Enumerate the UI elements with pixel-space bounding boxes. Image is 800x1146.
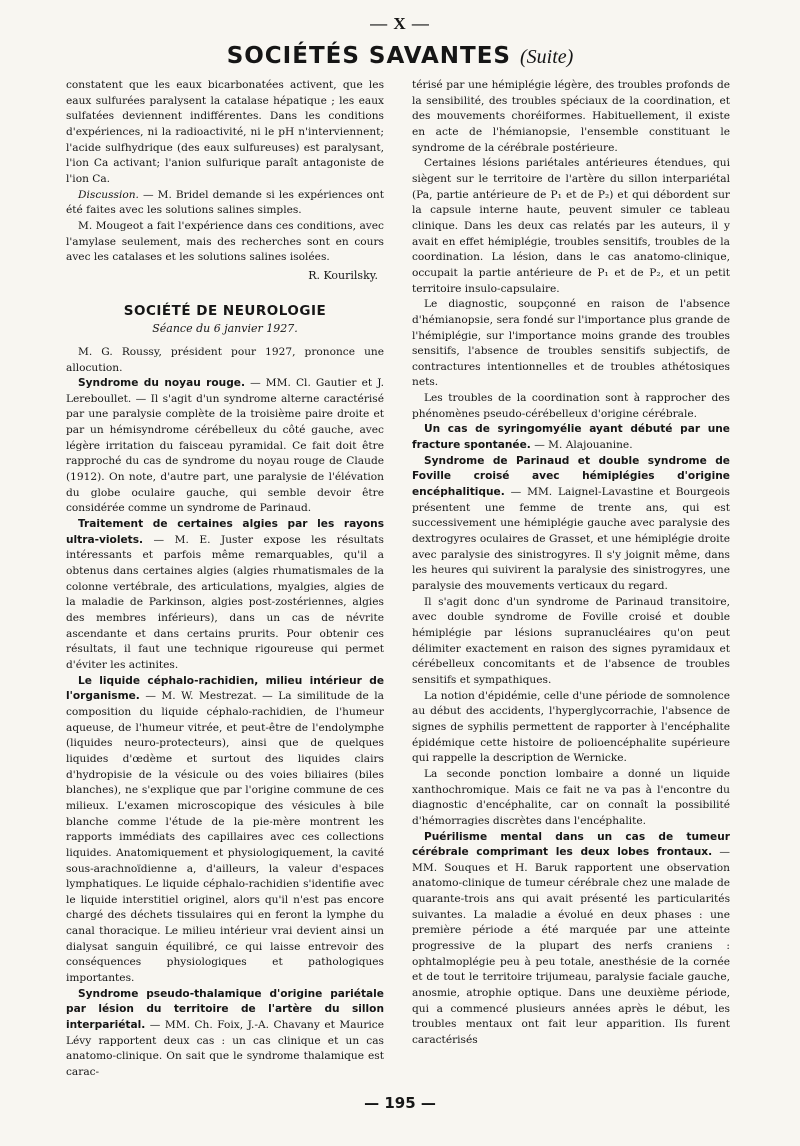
discussion-paragraph bbox=[66, 188, 384, 219]
communication bbox=[66, 376, 384, 517]
paragraph: M. Mougeot a fait l'expérience dans ces conditions, avec l'amylase seulement, mais des recherches sont en cours avec les catalases et les solutions salines isolées. bbox=[66, 219, 384, 264]
paragraph: Le diagnostic, soupçonné en raison de l'absence d'hémianopsie, sera fondé sur l'importance plus grande de l'hémiplégie, sur l'importance moins grande des troubles sensitifs, l'absence de troubles sensitifs subjectifs, de contractures intentionnelles et de troubles athétosiques nets. bbox=[412, 298, 730, 389]
paragraph: M. G. Roussy, président pour 1927, prononce une allocution. bbox=[66, 345, 384, 374]
communication-title: Le liquide céphalo-rachidien, milieu intérieur de l'organisme. bbox=[66, 674, 384, 703]
paragraph: térisé par une hémiplégie légère, des troubles profonds de la sensibilité, des troubles spéciaux de la coordination, et des mouvements choréiformes. Habituellement, il existe en acte de l'hémianopsie, l'ensemble constituant le syndrome de la cérébrale postérieure. bbox=[412, 79, 730, 154]
paragraph: Il s'agit donc d'un syndrome de Parinaud transitoire, avec double syndrome de Foville croisé et double hémiplégie par lésions supranucléaires qu'on peut délimiter exactement en raison des signes pyramidaux et cérébelleux concomitants et de l'absence de troubles sensitifs et sympathiques. bbox=[412, 595, 730, 686]
communication bbox=[412, 422, 730, 453]
page-number: — 195 — bbox=[364, 1094, 436, 1112]
communication-title: Syndrome pseudo-thalamique d'origine pariétale par lésion du territoire de l'artère du sillon interpariétal. bbox=[66, 987, 384, 1032]
section-heading: SOCIÉTÉ DE NEUROLOGIE bbox=[123, 302, 327, 319]
page-title bbox=[0, 42, 800, 71]
communication-text: — MM. Souques et H. Baruk rapportent une observation anatomo-clinique de tumeur cérébrale chez une malade de quarante-trois ans qui avait présenté les particularités suivantes. La maladie a évolué en deux phases : une première période a été marquée par une atteinte progressive de la plupart des nerfs craniens : ophtalmoplégie peu à peu totale, anesthésie de la cornée et de tout le territoire trijumeau, paralysie faciale gauche, anosmie, atrophie optique. Dans une deuxième période, qui a commencé plusieurs années après le début, les troubles mentaux ont fait leur apparition. Ils furent caractérisés bbox=[412, 846, 730, 1047]
communication bbox=[412, 454, 730, 595]
communication bbox=[412, 830, 730, 1049]
communication-text: — M. W. Mestrezat. — La similitude de la composition du liquide céphalo-rachidien, de l'humeur aqueuse, de l'humeur vitrée, et peut-être de l'endolymphe (liquides neuro-protecteurs), ainsi que de quelques liquides d'œdème et surtout des liquides clairs d'hydropisie de la vésicule ou des voies biliaires (biles blanches), ne s'explique que par l'origine commune de ces milieux. L'examen microscopique des vésicules à bile blanche comme l'étude de la pie-mère montrent les rapports immédiats des capillaires avec ces collections liquides. Anatomiquement et physiologiquement, la cavité sous-arachnoïdienne a, d'ailleurs, la valeur d'espaces lymphatiques. Le liquide céphalo-rachidien s'identifie avec le liquide interstitiel originel, alors qu'il n'est pas encore chargé des déchets tissulaires qui en feront la lymphe du canal thoracique. Le milieu intérieur vrai devient ainsi un dialysat sanguin équilibré, ce qui laisse entrevoir des conséquences physiologiques et pathologiques importantes. bbox=[66, 690, 384, 985]
paragraph: Certaines lésions pariétales antérieures étendues, qui siègent sur le territoire de l'artère du sillon interpariétal (Pa, partie antérieure de P₁ et de P₂) et qui débordent sur la capsule interne haute, peuvent simuler ce tableau clinique. Dans les deux cas relatés par les auteurs, il y avait en effet hémiplégie, troubles sensitifs, troubles de la coordination. La lésion, dans le cas anatomo-clinique, occupait la partie antérieure de P₁ et de P₂, et un petit territoire insulo-capsulaire. bbox=[412, 157, 730, 295]
communication-text: — MM. Cl. Gautier et J. Lereboullet. — Il s'agit d'un syndrome alterne caractérisé par une paralysie complète de la troisième paire droite et par un hémisyndrome cérébelleux du côté gauche, avec légère irritation du faisceau pyramidal. Ce fait doit être rapproché du cas de syndrome du noyau rouge de Claude (1912). On note, d'autre part, une paralysie de l'élévation du globe oculaire gauche, qui semble devoir être considérée comme un syndrome de Parinaud. bbox=[66, 377, 384, 515]
communication-text: — MM. Ch. Foix, J.-A. Chavany et Maurice Lévy rapportent deux cas : un cas clinique et un cas anatomo-clinique. On sait que le syndrome thalamique est carac- bbox=[66, 1019, 384, 1079]
signature: R. Kourilsky. bbox=[308, 268, 378, 282]
communication bbox=[66, 674, 384, 987]
paragraph: constatent que les eaux bicarbonatées activent, que les eaux sulfurées paralysent la catalase hépatique ; les eaux sulfatées deviennent indifférentes. Dans les conditions d'expériences, ni la radioactivité, ni le pH n'interviennent; l'acide sulfhydrique (des eaux sulfureuses) est paralysant, l'ion Ca activant; l'anion sulfurique paraît antagoniste de l'ion Ca. bbox=[66, 79, 384, 185]
communication-title: Traitement de certaines algies par les rayons ultra-violets. bbox=[66, 518, 384, 546]
communication-text: — M. Alajouanine. bbox=[530, 439, 633, 452]
communication-title: Puérilisme mental dans un cas de tumeur cérébrale comprimant les deux lobes frontaux. bbox=[412, 830, 730, 859]
title-suite: (Suite) bbox=[520, 46, 574, 68]
paragraph: La seconde ponction lombaire a donné un liquide xanthochromique. Mais ce fait ne va pas à l'encontre du diagnostic d'encéphalite, car on connaît la possibilité d'hémorragies discrètes dans l'encéphalite. bbox=[412, 767, 730, 827]
paragraph: La notion d'épidémie, celle d'une période de somnolence au début des accidents, l'hyperglycorrachie, l'absence de signes de syphilis permettent de rapporter à l'encéphalite épidémique cette histoire de polioencéphalite supérieure qui rappelle la description de Wernicke. bbox=[412, 689, 730, 765]
discussion-label: Discussion. bbox=[78, 188, 139, 201]
communication-title: Syndrome du noyau rouge. bbox=[78, 377, 246, 390]
communication bbox=[66, 987, 384, 1081]
communication bbox=[66, 517, 384, 674]
communication-title: Un cas de syringomyélie ayant débuté par une fracture spontanée. bbox=[412, 423, 730, 452]
title-main: SOCIÉTÉS SAVANTES bbox=[226, 43, 511, 69]
left-column bbox=[66, 78, 384, 1081]
communication-title: Syndrome de Parinaud et double syndrome de Foville croisé avec hémiplégies d'origine encéphalitique. bbox=[412, 454, 730, 499]
session-date: Séance du 6 janvier 1927. bbox=[152, 322, 298, 336]
paragraph: Les troubles de la coordination sont à rapprocher des phénomènes pseudo-cérébelleux d'origine cérébrale. bbox=[412, 392, 730, 420]
right-column bbox=[412, 78, 730, 1049]
communication-text: — MM. Laignel-Lavastine et Bourgeois présentent une femme de trente ans, qui est successivement une hémiplégie gauche avec paralysie des dextrogyres oculaires de Grasset, et une hémiplégie droite avec paralysie des sinistrogyres. Il s'y joignit même, dans les heures qui suivirent la paralysie des sinistrogyres, une paralysie des mouvements verticaux du regard. bbox=[412, 486, 730, 592]
roman-page-number: — X — bbox=[370, 14, 430, 33]
discussion-text: — M. Bridel demande si les expériences ont été faites avec les solutions salines simples. bbox=[66, 188, 384, 217]
communication-text: — M. E. Juster expose les résultats intéressants et parfois même remarquables, qu'il a obtenus dans certaines algies (algies rhumatismales de la colonne vertébrale, des articulations, myalgies, algies de la maladie de Parkinson, algies post-zostériennes, algies des membres inférieurs), dans un cas de névrite ascendante et dans certains prurits. Pour obtenir ces résultats, il faut une technique rigoureuse qui permet d'éviter les actinites. bbox=[66, 533, 384, 671]
